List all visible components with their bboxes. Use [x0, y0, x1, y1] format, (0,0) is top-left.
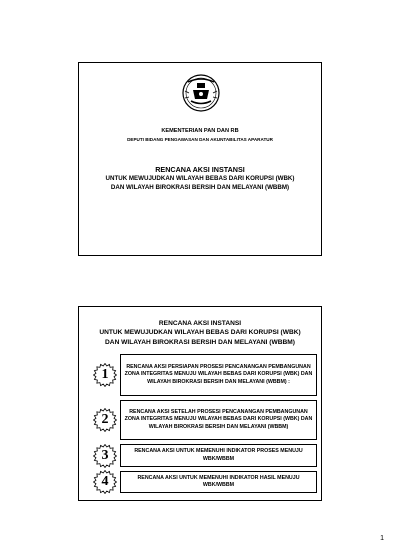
government-emblem-icon	[180, 73, 222, 113]
number-badge	[93, 470, 117, 494]
page-number: 1	[380, 535, 384, 542]
slide-1	[78, 62, 322, 256]
badge-number: 1	[101, 367, 109, 382]
slide-2	[78, 306, 322, 501]
slide-1-title-main: RENCANA AKSI INSTANSI	[155, 165, 245, 174]
slide-1-subtitle-line1: UNTUK MEWUJUDKAN WILAYAH BEBAS DARI KORUPSI (WBK)	[105, 175, 295, 182]
action-plan-text: RENCANA AKSI UNTUK MEMENUHI INDIKATOR HASIL MENUJU WBK/WBBM	[120, 471, 317, 493]
slide-1-subtitle-line2: DAN WILAYAH BIROKRASI BERSIH DAN MELAYANI (WBBM)	[110, 184, 290, 191]
badge-number: 4	[101, 474, 109, 489]
slide-2-title-line2: UNTUK MEWUJUDKAN WILAYAH BEBAS DARI KORUPSI (WBK)	[99, 329, 301, 337]
ministry-name: KEMENTERIAN PAN DAN RB	[161, 128, 239, 134]
slide-1-title	[79, 165, 321, 192]
action-plan-text: RENCANA AKSI SETELAH PROSESI PENCANANGAN PEMBANGUNAN ZONA INTEGRITAS MENUJU WILAYAH BEBAS DARI KORUPSI (WBK) DAN WILAYAH BIROKRASI BERSIH DAN MELAYANI (WBBM)	[120, 400, 317, 440]
badge-number: 2	[101, 412, 109, 427]
slide-2-title	[79, 319, 321, 347]
number-badge	[93, 363, 117, 387]
badge-number: 3	[101, 447, 109, 463]
number-badge	[93, 444, 117, 468]
action-plan-item-1	[93, 354, 317, 396]
action-plan-text: RENCANA AKSI PERSIAPAN PROSESI PENCANANGAN PEMBANGUNAN ZONA INTEGRITAS MENUJU WILAYAH BEBAS DARI KORUPSI (WBK) DAN WILAYAH BIROKRASI BERSIH DAN MELAYANI (WBBM) :	[120, 354, 317, 396]
slide-2-title-line3: DAN WILAYAH BIROKRASI BERSIH DAN MELAYANI (WBBM)	[105, 338, 295, 346]
action-plan-item-4	[93, 471, 317, 493]
action-plan-item-2	[93, 400, 317, 440]
action-plan-text: RENCANA AKSI UNTUK MEMENUHI INDIKATOR PROSES MENUJU WBK/WBBM	[120, 444, 317, 467]
deputi-name: DEPUTI BIDANG PENGAWASAN DAN AKUNTABILITAS APARATUR	[127, 137, 273, 142]
action-plan-item-3	[93, 444, 317, 467]
number-badge	[93, 408, 117, 432]
slide-2-title-line1: RENCANA AKSI INSTANSI	[158, 320, 242, 327]
